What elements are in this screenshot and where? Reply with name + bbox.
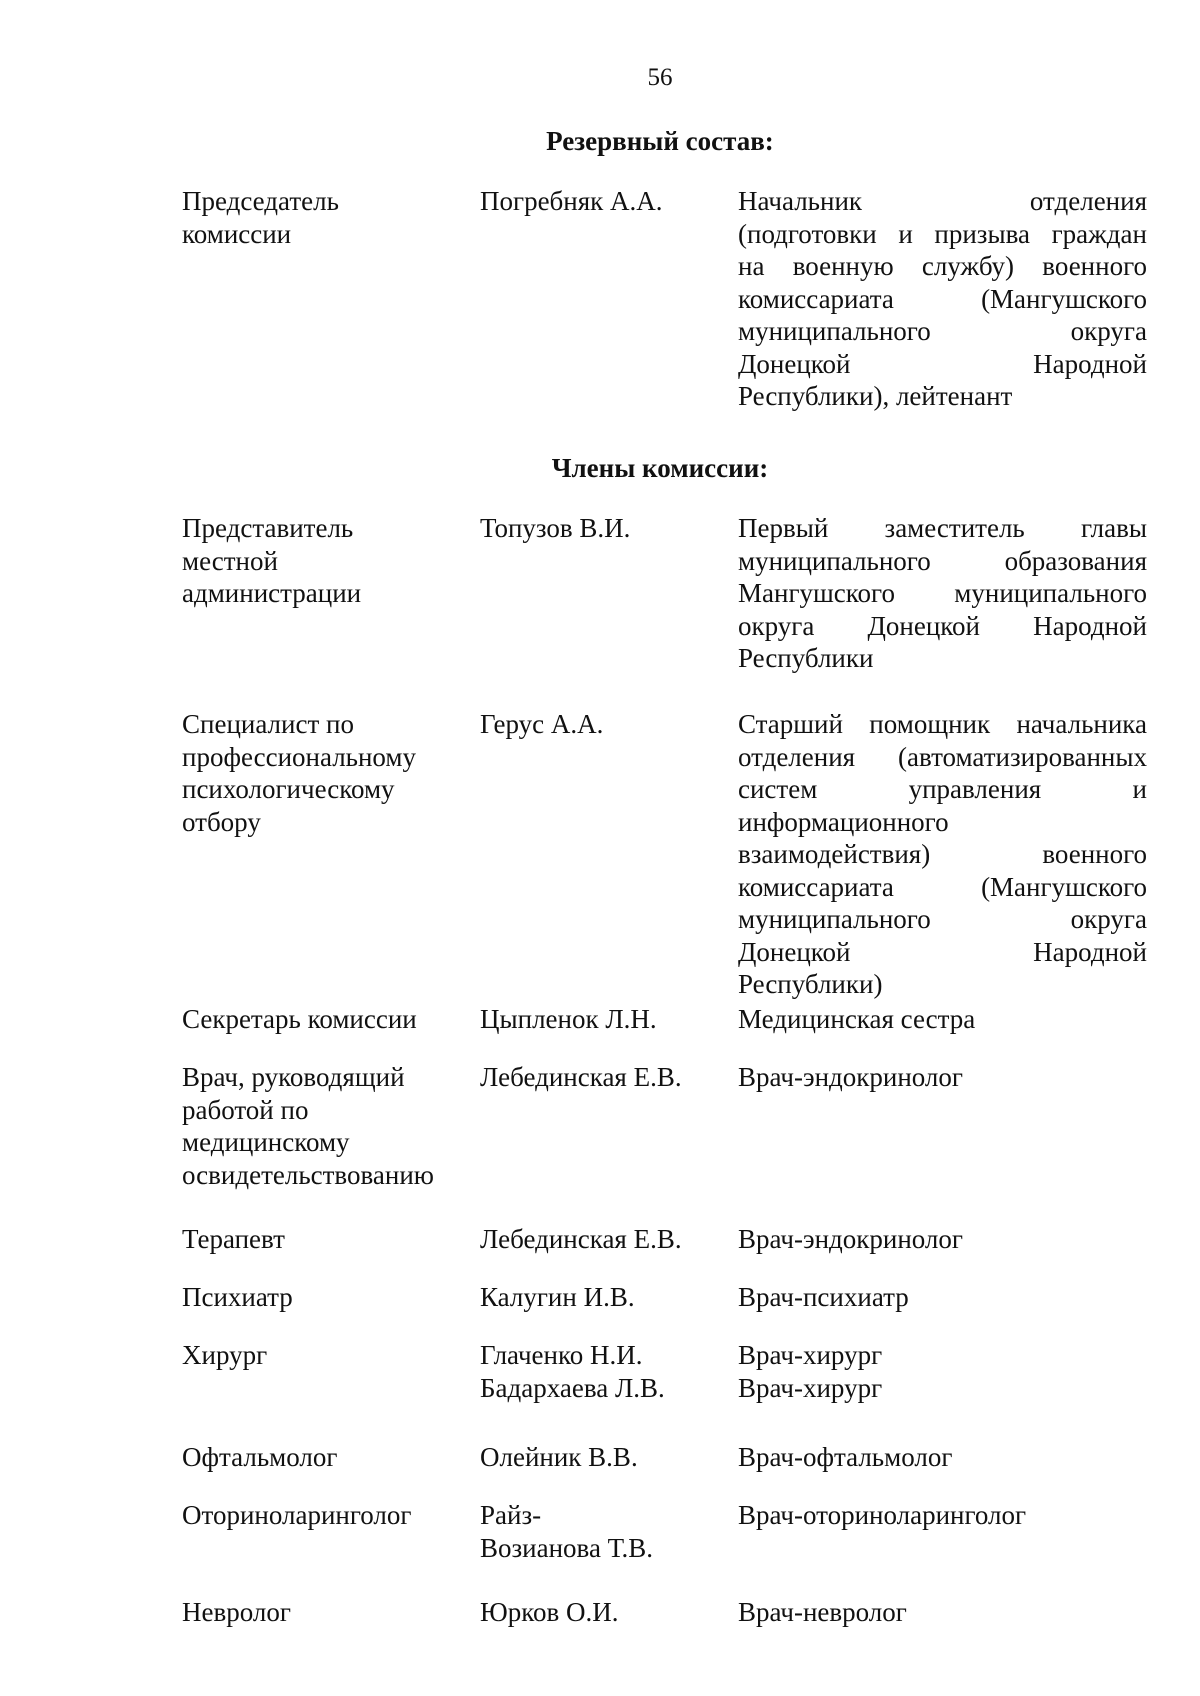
chairman-name <box>480 185 720 218</box>
role-line: отбору <box>182 806 261 837</box>
position-word: Народной <box>1033 348 1147 379</box>
member-name <box>480 512 720 545</box>
role-line: Хирург <box>182 1340 268 1370</box>
position-word: муниципального <box>738 545 931 576</box>
role-line: комиссии <box>182 218 292 249</box>
position-word: отделения <box>738 741 856 772</box>
position-word: помощник <box>869 709 991 739</box>
role-line: Представитель <box>182 513 354 543</box>
position-line <box>738 185 1147 218</box>
position-line <box>738 283 1147 316</box>
role-line: психологическому <box>182 774 395 804</box>
role-line: Офтальмолог <box>182 1442 338 1472</box>
role-line: Председатель <box>182 186 339 216</box>
members-heading: Члены комиссии: <box>551 453 769 483</box>
name-line: Калугин И.В. <box>480 1282 635 1312</box>
member-name <box>480 1223 720 1256</box>
position-word: взаимодействия) <box>738 839 931 869</box>
position-word: (Мангушского <box>981 283 1147 314</box>
position-word: комиссариата <box>738 871 894 902</box>
position-line <box>738 708 1147 741</box>
role-line: Терапевт <box>182 1224 285 1254</box>
member-role <box>182 512 472 610</box>
member-role <box>182 1281 472 1314</box>
chairman-position <box>738 185 1147 413</box>
role-line: Оториноларинголог <box>182 1500 412 1530</box>
member-name <box>480 1061 720 1094</box>
role-line: Врач, руководящий <box>182 1062 405 1092</box>
position-word: военного <box>1042 251 1147 281</box>
position-line: Республики) <box>738 969 883 999</box>
name-line: Райз- <box>480 1500 542 1530</box>
position-line <box>738 741 1147 774</box>
member-position <box>738 708 1147 1001</box>
position-line: Врач-невролог <box>738 1597 907 1627</box>
position-word: Старший <box>738 709 843 739</box>
role-line: профессиональному <box>182 741 416 772</box>
position-word: (автоматизированных <box>898 741 1147 772</box>
chairman-role <box>182 185 472 250</box>
member-position <box>738 512 1147 675</box>
role-line: Секретарь комиссии <box>182 1004 417 1034</box>
position-word: муниципального <box>738 904 931 934</box>
position-line: Медицинская сестра <box>738 1004 976 1034</box>
member-position <box>738 1281 1147 1314</box>
position-word: Донецкой <box>738 936 851 967</box>
position-word: граждан <box>1051 218 1147 249</box>
position-word: систем <box>738 774 818 804</box>
member-name <box>480 1281 720 1314</box>
member-position <box>738 1003 1147 1036</box>
member-position <box>738 1441 1147 1474</box>
position-line: информационного <box>738 806 949 837</box>
position-word: (подготовки <box>738 218 877 249</box>
member-name <box>480 1339 720 1404</box>
position-word: и <box>1132 774 1147 804</box>
member-name <box>480 1441 720 1474</box>
name-line: Глаченко Н.И. <box>480 1340 643 1370</box>
position-word: Первый <box>738 513 829 543</box>
position-line: Врач-эндокринолог <box>738 1224 963 1254</box>
name-line: Цыпленок Л.Н. <box>480 1004 657 1034</box>
position-line <box>738 871 1147 904</box>
position-word: комиссариата <box>738 283 894 314</box>
role-line: медицинскому <box>182 1127 350 1157</box>
position-word: округа <box>1070 904 1147 934</box>
member-position <box>738 1223 1147 1256</box>
position-line <box>738 512 1147 545</box>
member-role <box>182 1003 472 1036</box>
page-number: 56 <box>647 64 673 91</box>
member-position <box>738 1596 1147 1629</box>
position-word: призыва <box>934 218 1030 249</box>
position-word: главы <box>1080 513 1147 543</box>
member-name <box>480 708 720 741</box>
position-word: начальника <box>1016 709 1147 739</box>
position-line <box>738 545 1147 578</box>
position-word: на <box>738 251 765 281</box>
position-line: Республики), лейтенант <box>738 381 1013 411</box>
position-line <box>738 348 1147 381</box>
position-word: отделения <box>1029 186 1147 216</box>
position-word: муниципального <box>954 578 1147 608</box>
position-word: муниципального <box>738 316 931 346</box>
position-word: Начальник <box>738 186 863 216</box>
member-position <box>738 1061 1147 1094</box>
member-name <box>480 1499 720 1564</box>
position-line <box>738 838 1147 871</box>
position-line <box>738 315 1147 348</box>
position-word: военного <box>1042 839 1147 869</box>
name-line: Герус А.А. <box>480 709 604 739</box>
position-line <box>738 610 1147 643</box>
position-line <box>738 936 1147 969</box>
reserve-heading: Резервный состав: <box>546 126 774 156</box>
position-line: Врач-хирург <box>738 1340 883 1370</box>
position-line: Врач-офтальмолог <box>738 1442 953 1472</box>
name-line: Лебединская Е.В. <box>480 1224 682 1254</box>
position-line: Врач-эндокринолог <box>738 1062 963 1092</box>
position-word: Донецкой <box>738 348 851 379</box>
member-position <box>738 1339 1147 1404</box>
position-word: Народной <box>1033 610 1147 641</box>
position-word: округа <box>1070 316 1147 346</box>
position-line: Врач-хирург <box>738 1372 883 1403</box>
role-line: освидетельствованию <box>182 1159 434 1190</box>
name-line: Бадархаева Л.В. <box>480 1372 665 1403</box>
position-line <box>738 218 1147 251</box>
position-word: Донецкой <box>867 610 980 641</box>
position-line <box>738 773 1147 806</box>
name-line: Возианова Т.В. <box>480 1532 653 1563</box>
role-line: Специалист по <box>182 709 354 739</box>
position-word: заместитель <box>884 513 1025 543</box>
position-line: Врач-оториноларинголог <box>738 1500 1027 1530</box>
role-line: администрации <box>182 578 362 608</box>
position-word: управления <box>908 774 1042 804</box>
member-role <box>182 708 472 838</box>
position-line <box>738 577 1147 610</box>
name-line: Олейник В.В. <box>480 1442 638 1472</box>
position-word: и <box>898 218 913 249</box>
position-word: округа <box>738 610 815 641</box>
position-word: (Мангушского <box>981 871 1147 902</box>
member-position <box>738 1499 1147 1532</box>
position-word: образования <box>1004 545 1147 576</box>
member-name <box>480 1596 720 1629</box>
member-name <box>480 1003 720 1036</box>
position-line <box>738 250 1147 283</box>
name-line: Погребняк А.А. <box>480 186 663 216</box>
position-word: военную <box>792 251 894 281</box>
name-line: Юрков О.И. <box>480 1597 619 1627</box>
member-role <box>182 1339 472 1372</box>
position-line <box>738 903 1147 936</box>
name-line: Топузов В.И. <box>480 513 631 543</box>
member-role <box>182 1499 472 1532</box>
position-line: Республики <box>738 643 874 673</box>
member-role <box>182 1596 472 1629</box>
role-line: Психиатр <box>182 1282 293 1312</box>
position-word: службу) <box>921 251 1015 281</box>
member-role <box>182 1061 472 1191</box>
name-line: Лебединская Е.В. <box>480 1062 682 1092</box>
role-line: местной <box>182 545 278 576</box>
role-line: работой по <box>182 1094 309 1125</box>
member-role <box>182 1441 472 1474</box>
member-role <box>182 1223 472 1256</box>
position-word: Народной <box>1033 936 1147 967</box>
role-line: Невролог <box>182 1597 291 1627</box>
position-word: Мангушского <box>738 578 895 608</box>
position-line: Врач-психиатр <box>738 1282 909 1312</box>
